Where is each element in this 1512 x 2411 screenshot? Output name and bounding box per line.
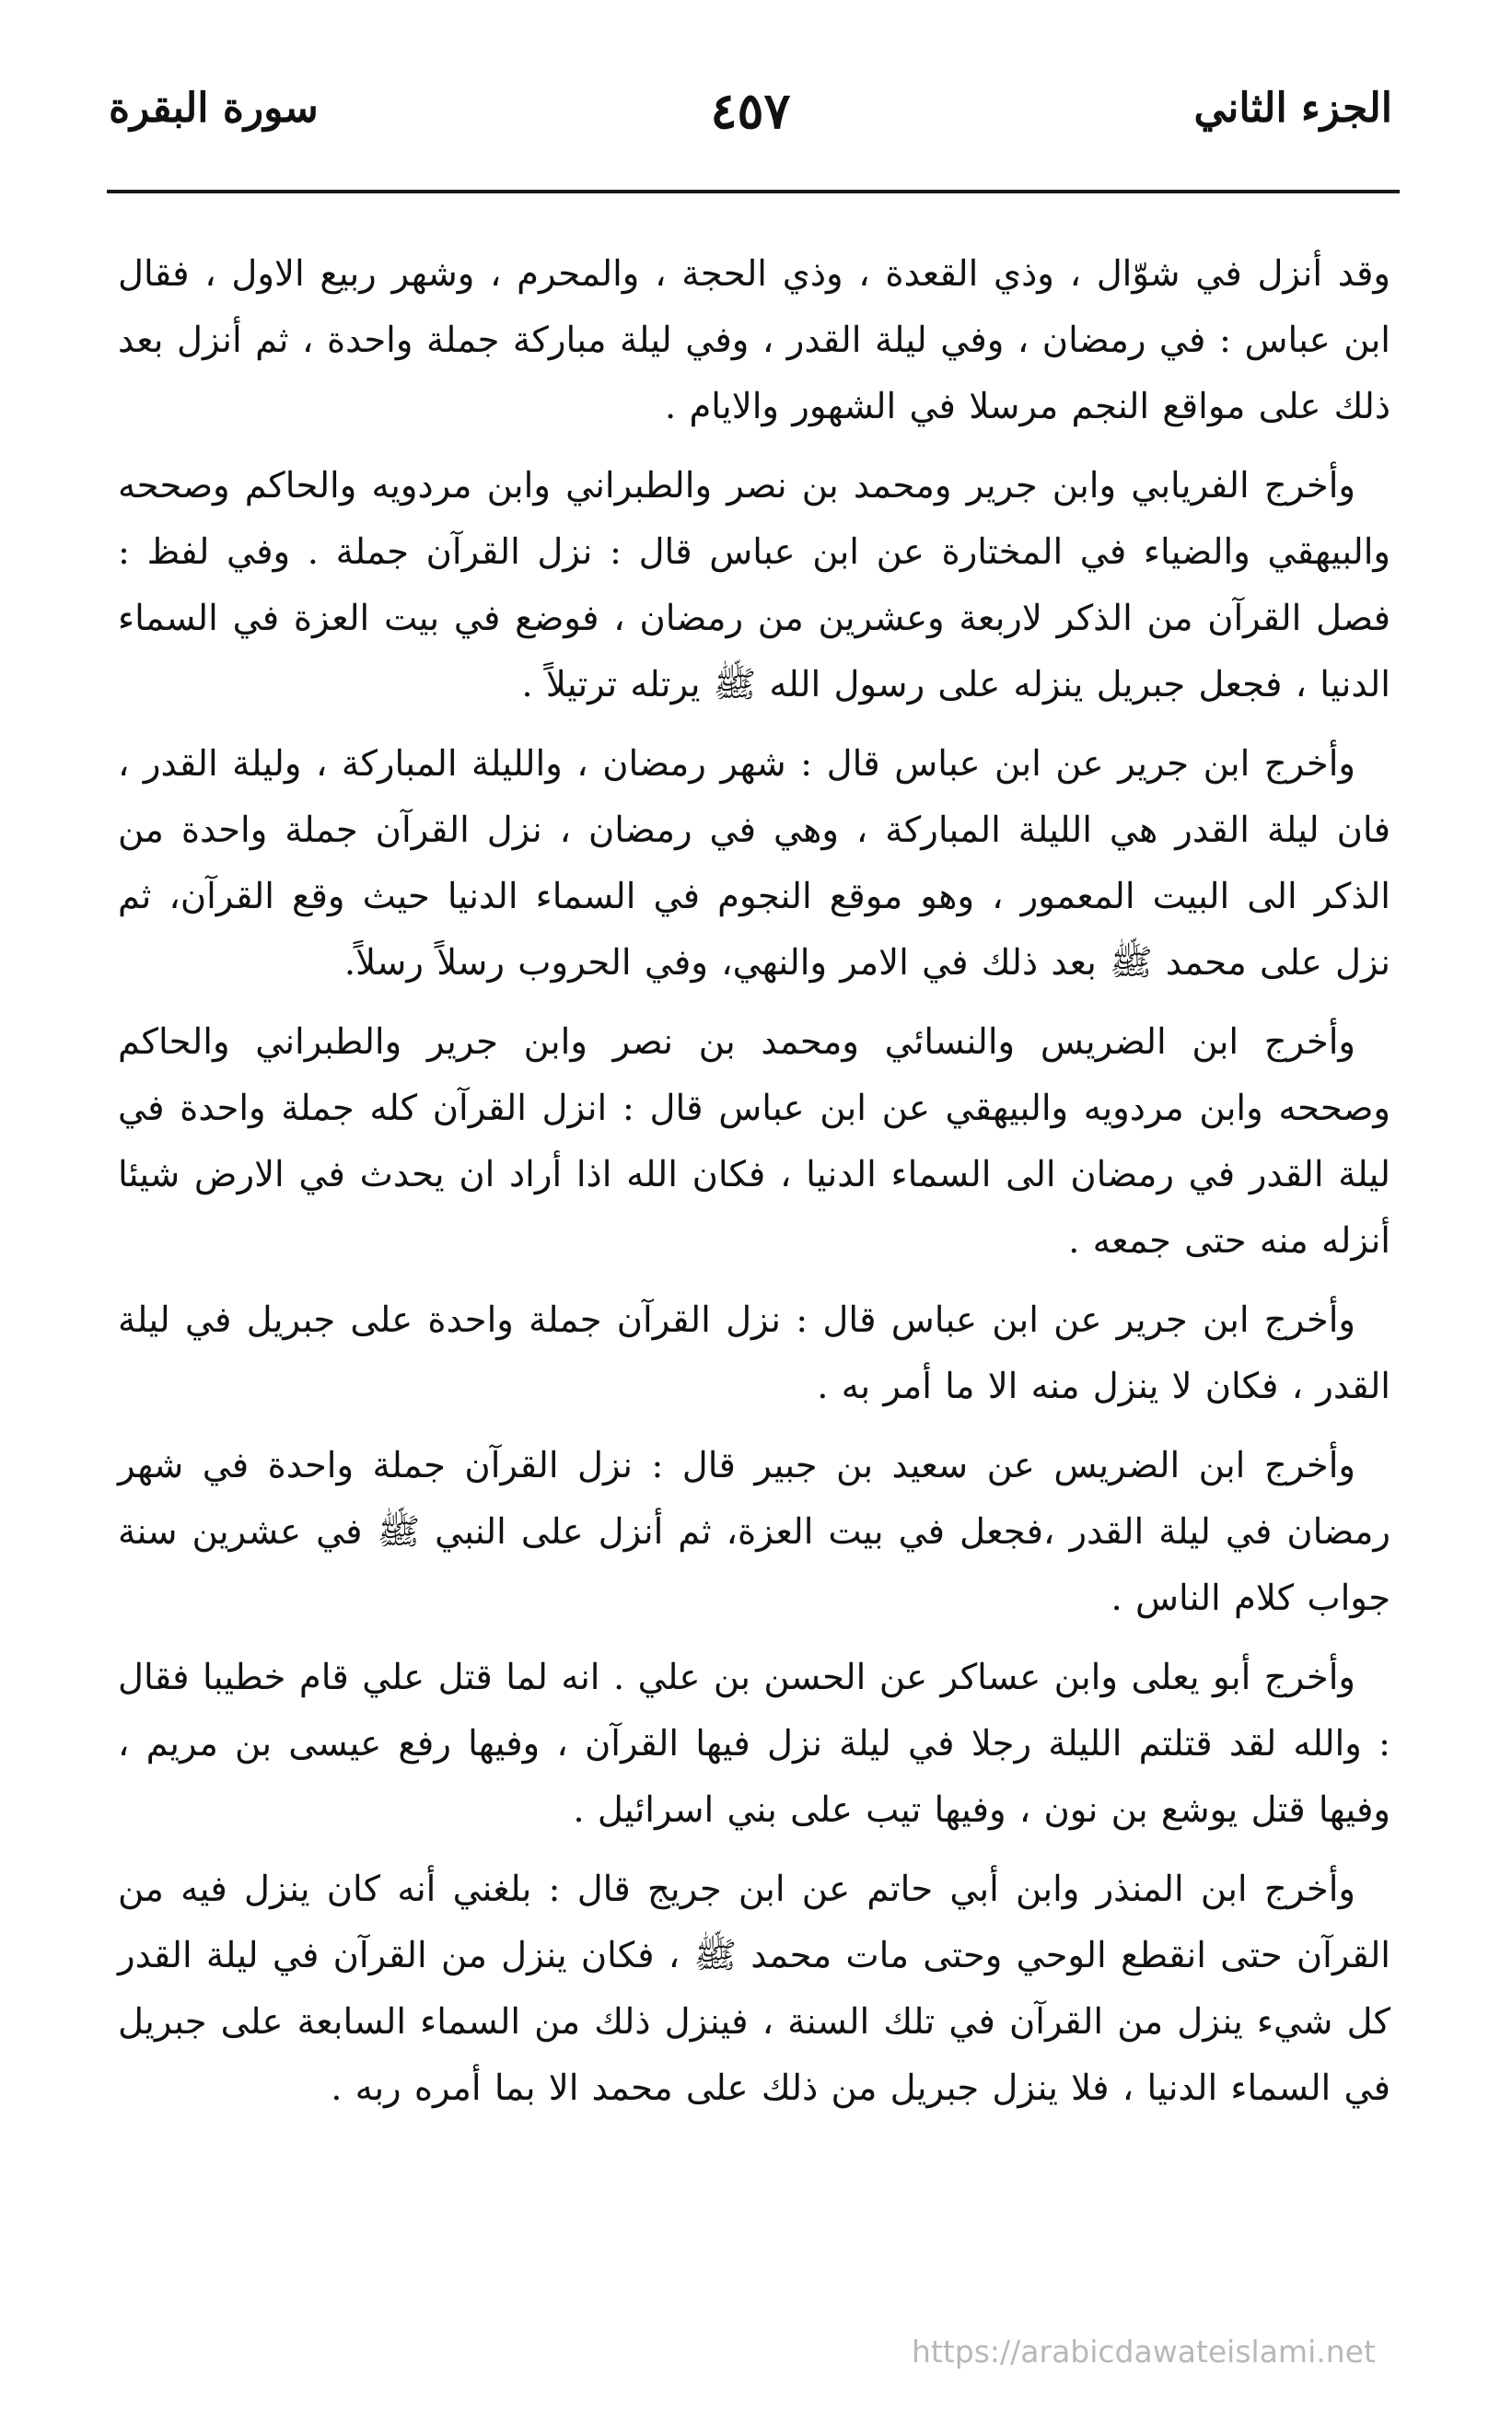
paragraph: وأخرج ابن المنذر وابن أبي حاتم عن ابن جريج قال : بلغني أنه كان ينزل فيه من القرآن حتى انقطع الوحي وحتى مات محمد ﷺ ، فكان ينزل من القرآن في ليلة القدر كل شيء ينزل من القرآن في تلك السنة ، فينزل ذلك من السماء السابعة على جبريل في السماء الدنيا ، فلا ينزل جبريل من ذلك على محمد الا بما أمره ربه . — [118, 1869, 1390, 2109]
surah-label: سورة البقرة — [109, 85, 319, 132]
paragraph: وأخرج ابن الضريس عن سعيد بن جبير قال : نزل القرآن جملة واحدة في شهر رمضان في ليلة القدر ،فجعل في بيت العزة، ثم أنزل على النبي ﷺ في عشرين سنة جواب كلام الناس . — [118, 1445, 1390, 1619]
page-number: ٤٥٧ — [710, 81, 791, 140]
paragraph: وأخرج أبو يعلى وابن عساكر عن الحسن بن علي . انه لما قتل علي قام خطيبا فقال : والله لقد قتلتم الليلة رجلا في ليلة نزل فيها القرآن ، وفيها رفع عيسى بن مريم ، وفيها قتل يوشع بن نون ، وفيها تيب على بني اسرائيل . — [118, 1657, 1390, 1831]
watermark: https://arabicdawateislami.net — [912, 2334, 1376, 2370]
header-divider — [107, 190, 1400, 193]
paragraph: وأخرج ابن الضريس والنسائي ومحمد بن نصر وابن جرير والطبراني والحاكم وصححه وابن مردويه والبيهقي عن ابن عباس قال : انزل القرآن كله جملة واحدة في ليلة القدر في رمضان الى السماء الدنيا ، فكان الله اذا أراد ان يحدث في الارض شيئا أنزله منه حتى جمعه . — [118, 1021, 1390, 1262]
paragraph: وقد أنزل في شوّال ، وذي القعدة ، وذي الحجة ، والمحرم ، وشهر ربيع الاول ، فقال ابن عباس : في رمضان ، وفي ليلة القدر ، وفي ليلة مباركة جملة واحدة ، ثم أنزل بعد ذلك على مواقع النجم مرسلا في الشهور والايام . — [118, 253, 1390, 427]
running-header — [109, 81, 1392, 158]
paragraph: وأخرج الفريابي وابن جرير ومحمد بن نصر والطبراني وابن مردويه والحاكم وصححه والبيهقي والضياء في المختارة عن ابن عباس قال : نزل القرآن جملة . وفي لفظ : فصل القرآن من الذكر لاربعة وعشرين من رمضان ، فوضع في بيت العزة في السماء الدنيا ، فجعل جبريل ينزله على رسول الله ﷺ يرتله ترتيلاً . — [118, 465, 1390, 705]
page-body — [118, 241, 1390, 2135]
part-label: الجزء الثاني — [1193, 85, 1392, 132]
paragraph: وأخرج ابن جرير عن ابن عباس قال : شهر رمضان ، والليلة المباركة ، وليلة القدر ، فان ليلة القدر هي الليلة المباركة ، وهي في رمضان ، نزل القرآن جملة واحدة من الذكر الى البيت المعمور ، وهو موقع النجوم في السماء الدنيا حيث وقع القرآن، ثم نزل على محمد ﷺ بعد ذلك في الامر والنهي، وفي الحروب رسلاً رسلاً. — [118, 743, 1390, 984]
paragraph: وأخرج ابن جرير عن ابن عباس قال : نزل القرآن جملة واحدة على جبريل في ليلة القدر ، فكان لا ينزل منه الا ما أمر به . — [118, 1299, 1390, 1407]
